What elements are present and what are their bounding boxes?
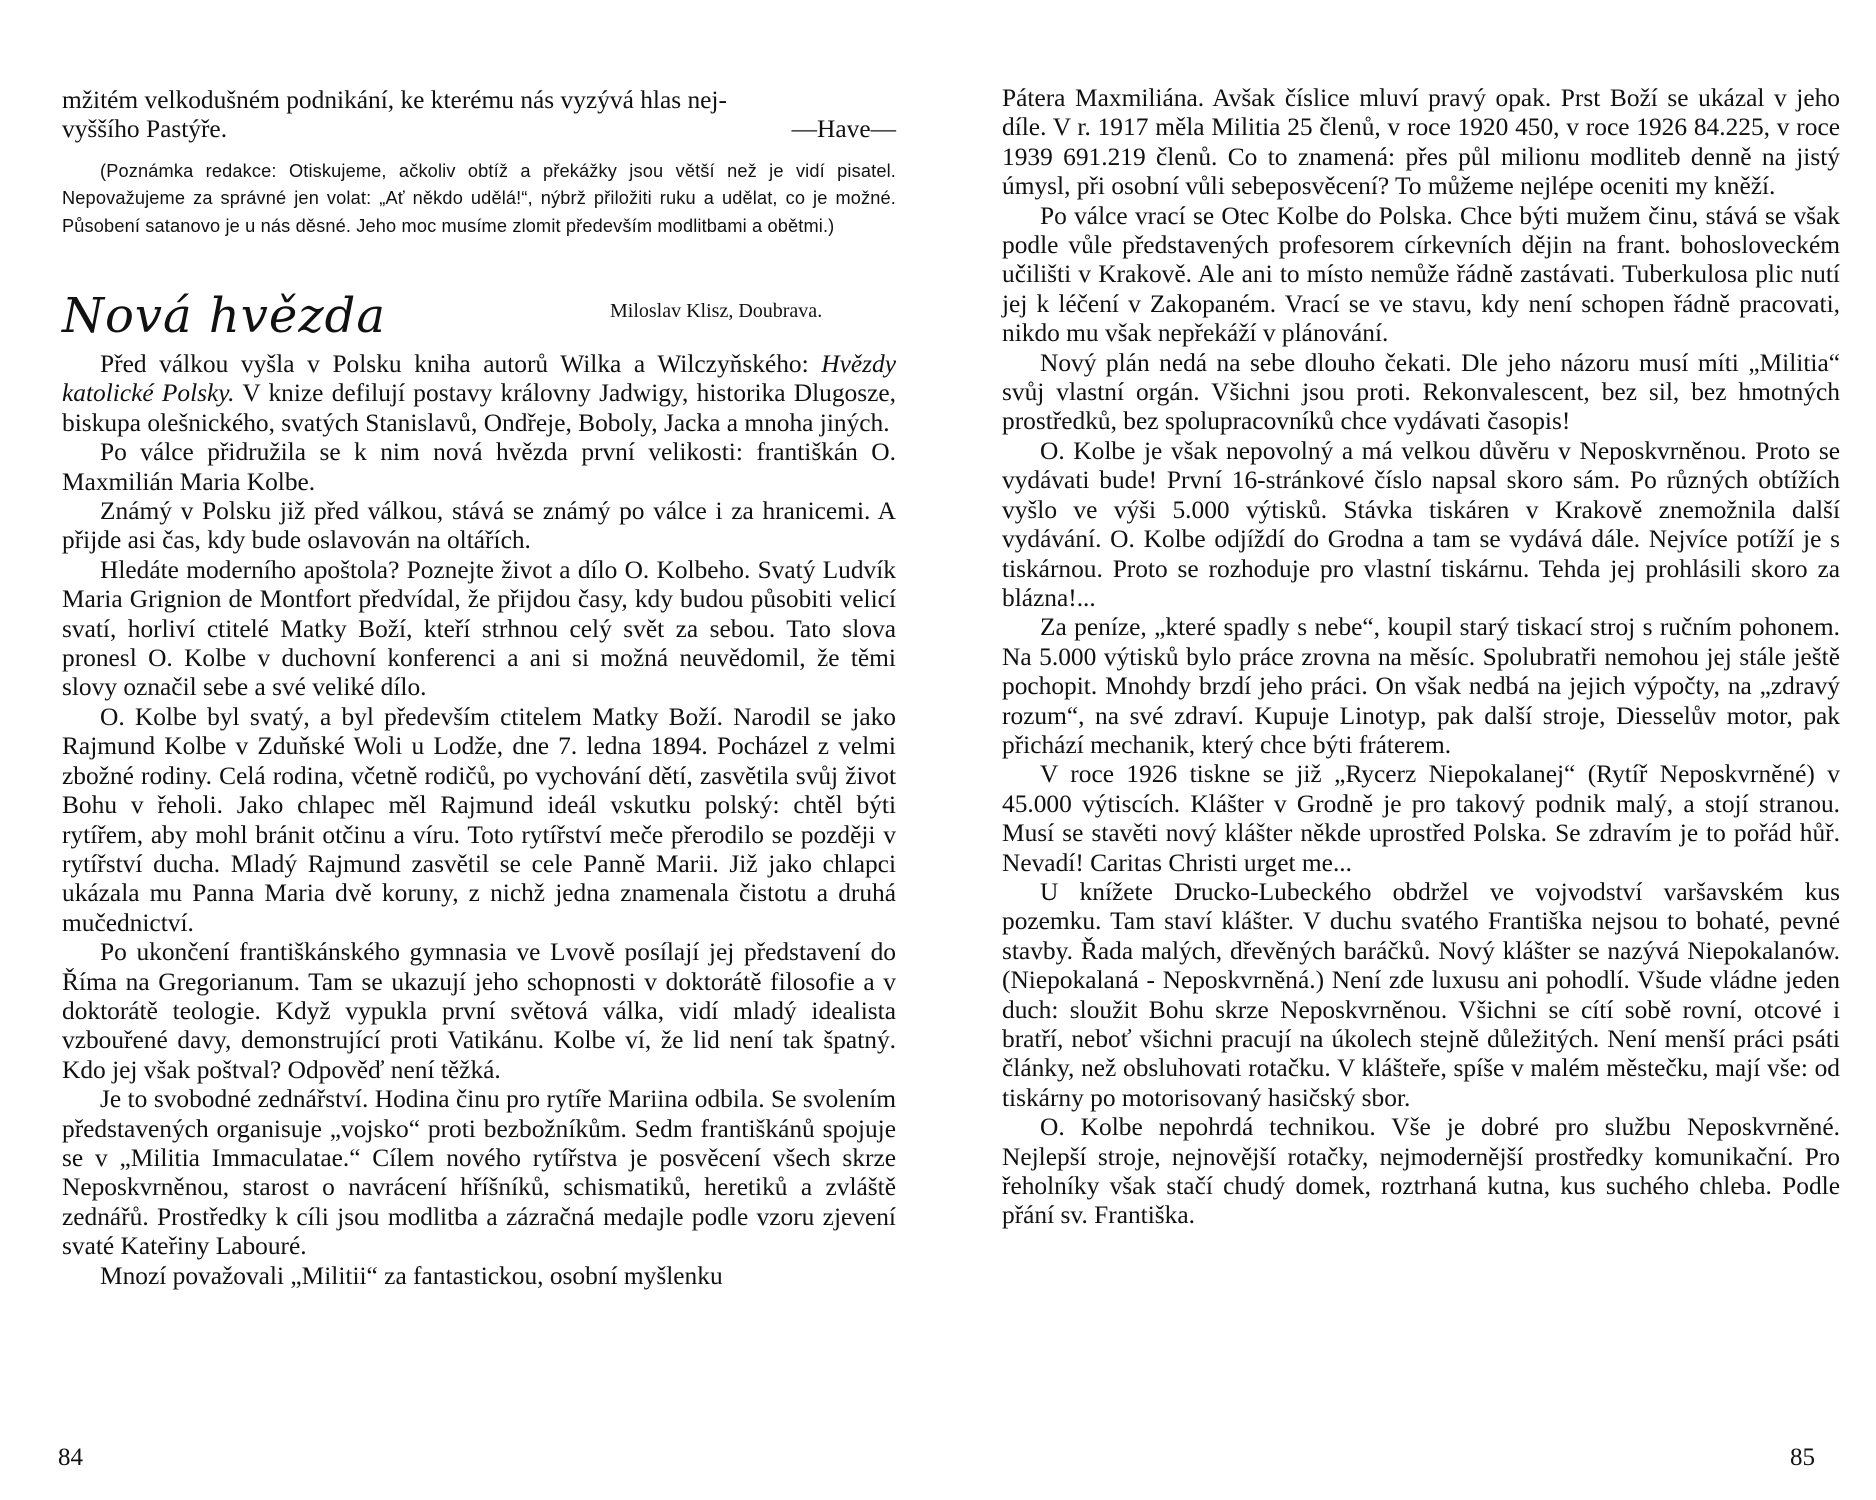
paragraph: O. Kolbe je však nepovolný a má velkou důvěru v Neposkvrněnou. Proto se vydávati bude! První 16-stránkové číslo napsal skoro sám. Po různých obtížích vyšlo ve výši 5.000 výtisků. Stávka tiskáren v Krakově znemožnila další vydávání. O. Kolbe odjíždí do Grodna a tam se vydává dále. Nejvíce potíží je s tiskárnou. Proto se rozhoduje pro vlastní tiskárnu. Tehda jej prohlásili skoro za blázna!... [1002,436,1840,612]
article-body-left [62,350,896,1291]
paragraph: Po válce vrací se Otec Kolbe do Polska. Chce býti mužem činu, stává se však podle vůle představených profesorem církevních dějin na frant. bohosloveckém učilišti v Krakově. Ale ani to místo nemůže řádně zastávati. Tuberkulosa plic nutí jej k léčení v Zakopaném. Vrací se ve stavu, kdy není schopen řádně pracovati, nikdo mu však nepřekáží v plánování. [1002,201,1840,348]
page-number-left: 84 [58,1444,83,1471]
paragraph [62,350,896,438]
paragraph: U knížete Drucko-Lubeckého obdržel ve vojvodství varšavském kus pozemku. Tam staví klášter. V duchu svatého Františka nejsou to bohaté, pevné stavby. Řada malých, dřevěných baráčků. Nový klášter se nazývá Niepokalanów. (Niepokalaná - Neposkvrněná.) Není zde luxusu ani pohodlí. Všude vládne jeden duch: sloužit Bohu skrze Neposkvrněnou. Všichni se cítí sobě rovní, otcové i bratří, neboť všichni pracují na úkolech stejně důležitých. Není menší práci psáti články, než obsluhovati rotačku. V klášteře, spíše v malém městečku, mají vše: od tiskárny po motorisovaný hasičský sbor. [1002,877,1840,1112]
paragraph: Mnozí považovali „Militii“ za fantastickou, osobní myšlenku [100,1261,723,1290]
article-title: Nová hvězda [62,288,386,344]
paragraph: Je to svobodné zednářství. Hodina činu pro rytíře Mariina odbila. Se svolením představených organisuje „vojsko“ proti bezbožníkům. Sedm františkánů spojuje se v „Militia Immaculatae.“ Cílem nového rytířstva je posvěcení všech skrze Neposkvrněnou, starost o navrácení hříšníků, schismatiků, heretiků a zvláště zednářů. Prostředky k cíli jsou modlitba a zázračná medajle podle vzoru zjevení svaté Kateřiny Labouré. [62,1085,896,1261]
paragraph: Za peníze, „které spadly s nebe“, koupil starý tiskací stroj s ručním pohonem. Na 5.000 výtisků bylo práce zrovna na měsíc. Spolubratři nemohou jej stále ještě pochopit. Mnohdy brzdí jeho práci. On však nedbá na jejich výpočty, na „zdravý rozum“, na své zdraví. Kupuje Linotyp, pak další stroje, Diesselův motor, pak přichází mechanik, který chce býti fráterem. [1002,613,1840,759]
paragraph: Nový plán nedá na sebe dlouho čekati. Dle jeho názoru musí míti „Militia“ svůj vlastní orgán. Všichni jsou proti. Rekonvalescent, bez sil, bez hmotných prostředků, bez spolupracovníků chce vydávati časopis! [1002,348,1840,436]
paragraph: O. Kolbe byl svatý, a byl především ctitelem Matky Boží. Narodil se jako Rajmund Kolbe v Zduňské Woli u Lodže, dne 7. ledna 1894. Pocházel z velmi zbožné rodiny. Celá rodina, včetně rodičů, po vychování dětí, zasvětila svůj život Bohu v řeholi. Jako chlapec měl Rajmund ideál vskutku polský: chtěl býti rytířem, aby mohl bránit otčinu a víru. Toto rytířství meče přerodilo se později v rytířství ducha. Mladý Rajmund zasvětil se cele Panně Marii. Již jako chlapci ukázala mu Panna Maria dvě koruny, z nichž jedna znamenala čistotu a druhá mučednictví. [62,702,896,937]
page-number-right: 85 [1790,1444,1815,1471]
editor-note-text: (Poznámka redakce: Otiskujeme, ačkoliv obtíž a překážky jsou větší než je vidí pisatel. Nepovažujeme za správné jen volat: „Ať někdo udělá!“, nýbrž přiložiti ruku a udělat, co je možné. Působení satanovo je u nás děsné. Jeho moc musíme zlomit především modlitbami a obětmi.) [62,161,896,236]
continued-line-1: mžitém velkodušném podnikání, ke kterému nás vyzývá hlas nej- [62,86,727,114]
continued-text [62,86,896,145]
paragraph: Po válce přidružila se k nim nová hvězda první velikosti: františkán O. Maxmilián Maria Kolbe. [62,438,896,496]
paragraph: V roce 1926 tiskne se již „Rycerz Niepokalanej“ (Rytíř Neposkvrněné) v 45.000 výtiscích. Klášter v Grodně je pro takový podnik malý, a stojí stranou. Musí se stavěti nový klášter někde uprostřed Polska. Se zdravím je to pořád hůř. Nevadí! Caritas Christi urget me... [1002,760,1840,877]
author-signature: —Have— [791,115,896,144]
paragraph-intro: Před válkou vyšla v Polsku kniha autorů Wilka a Wilczyňského: [100,350,822,378]
article-body-right [1002,84,1840,1231]
editor-note [62,158,896,240]
paragraph: O. Kolbe nepohrdá technikou. Vše je dobré pro službu Neposkvrněné. Nejlepší stroje, nejnovější rotačky, nejmodernější prostředky komunikační. Pro řeholníky však stačí chudý domek, roztrhaná kutna, kus suchého chleba. Podle přání sv. Františka. [1002,1113,1840,1230]
book-title: Hvězdy katolické Polsky. [62,350,896,408]
continued-line-2-text: vyššího Pastýře. [62,115,228,144]
paragraph-rest: V knize defilují postavy královny Jadwigy, historika Dlugosze, biskupa olešnického, svatých Stanislavů, Ondřeje, Boboly, Jacka a mnoha jiných. [62,379,897,437]
continued-line-2 [62,115,896,144]
paragraph: Po ukončení františkánského gymnasia ve Lvově posílají jej představení do Říma na Gregorianum. Tam se ukazují jeho schopnosti v doktorátě filosofie a v doktorátě teologie. Když vypukla první světová válka, vidí mladý idealista vzbouřené davy, demonstrující proti Vatikánu. Kolbe ví, že lid není tak špatný. Kdo jej však poštval? Odpověď není těžká. [62,938,896,1084]
paragraph: Hledáte moderního apoštola? Poznejte život a dílo O. Kolbeho. Svatý Ludvík Maria Grignion de Montfort předvídal, že přijdou časy, kdy budou působiti velicí svatí, horliví ctitelé Matky Boží, kteří strhnou celý svět za sebou. Tato slova pronesl O. Kolbe v duchovní konferenci a ani si možná neuvědomil, že těmi slovy označil sebe a své veliké dílo. [62,555,896,702]
article-byline: Miloslav Klisz, Doubrava. [610,300,823,322]
paragraph: Známý v Polsku již před válkou, stává se známý po válce i za hranicemi. A přijde asi čas, kdy bude oslavován na oltářích. [62,497,896,555]
right-page [938,0,1876,1500]
paragraph: Pátera Maxmiliána. Avšak číslice mluví pravý opak. Prst Boží se ukázal v jeho díle. V r. 1917 měla Militia 25 členů, v roce 1920 450, v roce 1926 84.225, v roce 1939 691.219 členů. Co to znamená: přes půl milionu modliteb denně na jistý úmysl, při osobní vůli sebeposvěcení? To můžeme nejlépe oceniti my kněží. [1002,84,1840,201]
